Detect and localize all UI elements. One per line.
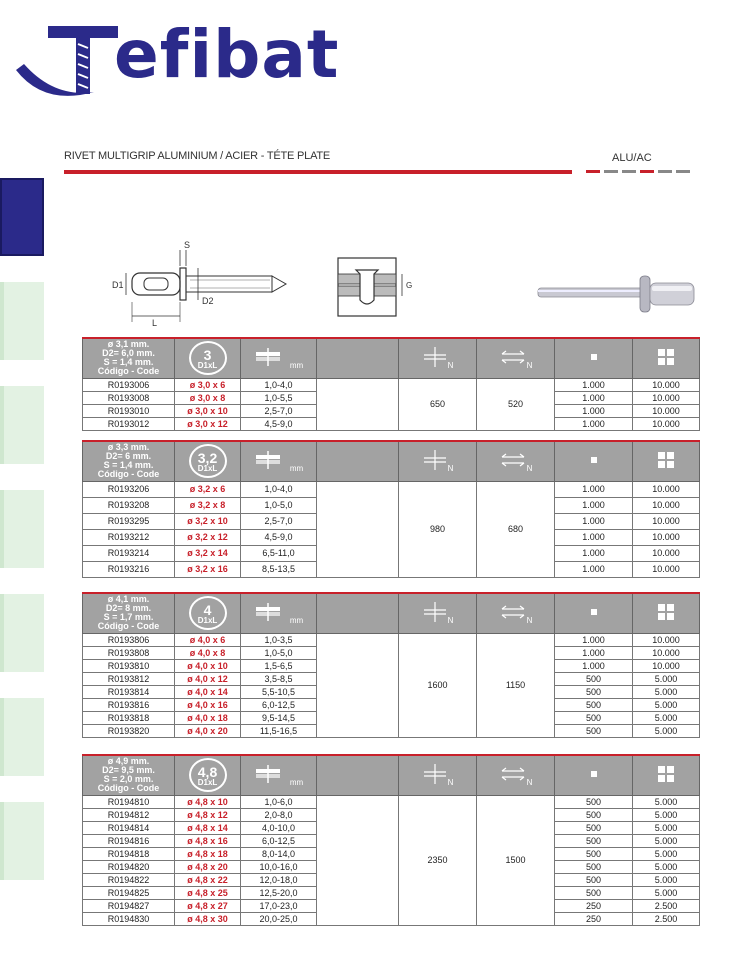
size-value: 4,8 [197,764,218,781]
dimension-cell: ø 3,2 x 16 [175,561,241,577]
shear-force-icon [422,449,448,471]
box-header [555,441,633,481]
tensile-header [477,593,555,633]
tensile-value: 1500 [477,795,555,925]
code-cell: R0193216 [83,561,175,577]
dimension-cell: ø 4,0 x 14 [175,685,241,698]
dimension-cell: ø 3,2 x 14 [175,545,241,561]
label-g: G [406,281,413,290]
spec-line: D2= 8 mm. [105,603,152,614]
empty-header [317,441,399,481]
n-label: N [447,464,454,474]
mm-label: mm [289,464,304,474]
pack-qty-cell: 10.000 [633,561,700,577]
pack-qty-cell: 10.000 [633,529,700,545]
dimension-cell: ø 3,2 x 6 [175,481,241,497]
pack-qty-cell: 5.000 [633,821,700,834]
code-cell: R0193812 [83,672,175,685]
box-qty-cell: 500 [555,672,633,685]
pack-qty-cell: 2.500 [633,912,700,925]
material-rule [604,170,618,173]
n-label: N [526,616,533,626]
pack-qty-cell: 10.000 [633,481,700,497]
spec-cell [83,338,175,378]
spec-lines [85,340,172,376]
spec-line: D2= 9,5 mm. [102,765,155,776]
box-qty-cell: 1.000 [555,404,633,417]
shear-force-icon [422,601,448,623]
side-tab-active[interactable] [0,178,44,256]
code-cell: R0193816 [83,698,175,711]
grip-cell: 6,5-11,0 [241,545,317,561]
dimension-cell: ø 3,0 x 8 [175,391,241,404]
grip-cell: 1,0-5,0 [241,497,317,513]
mm-label: mm [289,616,304,626]
shear-header [399,338,477,378]
label-l: L [152,318,158,328]
brand-logo [14,14,340,100]
grip-cell: 1,0-5,0 [241,646,317,659]
pack-header [633,593,700,633]
code-cell: R0193820 [83,724,175,737]
grip-header [241,441,317,481]
box-qty-cell: 500 [555,834,633,847]
pack-qty-cell: 5.000 [633,847,700,860]
pack-qty-cell: 10.000 [633,391,700,404]
pack-qty-cell: 10.000 [633,404,700,417]
pack-qty-cell: 10.000 [633,646,700,659]
tensile-force-icon [499,763,527,785]
table-row [83,795,700,808]
spec-table-4 [82,592,700,738]
empty-cell [317,795,399,925]
dimension-cell: ø 4,8 x 20 [175,860,241,873]
grip-range-icon [254,601,290,623]
code-cell: R0194822 [83,873,175,886]
grip-cell: 1,0-5,5 [241,391,317,404]
box-qty-cell: 500 [555,711,633,724]
empty-header [317,338,399,378]
pack-qty-cell: 10.000 [633,417,700,430]
code-cell: R0194825 [83,886,175,899]
empty-cell [317,481,399,577]
grip-header [241,755,317,795]
code-cell: R0194816 [83,834,175,847]
code-cell: R0193810 [83,659,175,672]
shear-header [399,441,477,481]
n-label: N [526,361,533,371]
size-badge [189,596,227,630]
box-qty-cell: 500 [555,873,633,886]
single-box-icon [589,769,599,779]
grip-cell: 10,0-16,0 [241,860,317,873]
single-box-icon [589,607,599,617]
dimension-cell: ø 4,8 x 10 [175,795,241,808]
code-cell: R0194830 [83,912,175,925]
mm-label: mm [289,778,304,788]
grip-range-icon [254,763,290,785]
table-header-row [83,755,700,795]
shear-force-icon [422,346,448,368]
pack-qty-cell: 5.000 [633,834,700,847]
pack-qty-cell: 10.000 [633,378,700,391]
side-tab[interactable] [0,594,44,672]
dimension-cell: ø 4,8 x 12 [175,808,241,821]
spec-table-3 [82,337,700,431]
dimension-cell: ø 4,0 x 8 [175,646,241,659]
dimension-cell: ø 3,0 x 10 [175,404,241,417]
multi-box-icon [657,765,675,783]
grip-cell: 1,0-6,0 [241,795,317,808]
spec-cell [83,441,175,481]
code-cell: R0194814 [83,821,175,834]
box-qty-cell: 1.000 [555,481,633,497]
pack-qty-cell: 5.000 [633,711,700,724]
code-cell: R0193818 [83,711,175,724]
spec-lines [85,595,172,631]
spec-line: ø 3,3 mm. [107,442,150,453]
dimension-cell: ø 4,8 x 27 [175,899,241,912]
shear-value: 980 [399,481,477,577]
dimension-cell: ø 3,0 x 6 [175,378,241,391]
empty-header [317,755,399,795]
brand-name: efibat [114,16,340,93]
grip-cell: 9,5-14,5 [241,711,317,724]
table-header-row [83,441,700,481]
shear-header [399,593,477,633]
single-box-icon [589,455,599,465]
pack-qty-cell: 10.000 [633,633,700,646]
spec-line: S = 1,7 mm. [103,612,154,623]
spec-table-4-8 [82,754,700,926]
spec-line: D2= 6 mm. [105,451,152,462]
pack-qty-cell: 5.000 [633,672,700,685]
material-rule [658,170,672,173]
size-cell [175,755,241,795]
code-cell: R0193206 [83,481,175,497]
shear-value: 1600 [399,633,477,737]
empty-cell [317,378,399,430]
grip-cell: 12,0-18,0 [241,873,317,886]
box-qty-cell: 500 [555,821,633,834]
dimension-cell: ø 4,8 x 25 [175,886,241,899]
material-rule [586,170,600,173]
grip-cell: 2,5-7,0 [241,404,317,417]
tensile-force-icon [499,601,527,623]
tensile-value: 680 [477,481,555,577]
pack-header [633,755,700,795]
tensile-header [477,755,555,795]
pack-qty-cell: 10.000 [633,659,700,672]
shear-header [399,755,477,795]
pack-qty-cell: 10.000 [633,545,700,561]
grip-cell: 4,5-9,0 [241,417,317,430]
box-qty-cell: 500 [555,724,633,737]
dimension-cell: ø 4,0 x 6 [175,633,241,646]
pack-header [633,441,700,481]
size-unit: D1xL [197,464,218,474]
side-tab[interactable] [0,282,44,360]
grip-cell: 8,5-13,5 [241,561,317,577]
table-header-row [83,593,700,633]
rivet-installed-drawing [336,256,416,320]
grip-range-icon [254,449,290,471]
tensile-force-icon [499,449,527,471]
dimension-cell: ø 3,2 x 12 [175,529,241,545]
code-cell: R0194812 [83,808,175,821]
pack-qty-cell: 5.000 [633,860,700,873]
box-qty-cell: 1.000 [555,378,633,391]
spec-line: ø 4,9 mm. [107,756,150,767]
grip-cell: 8,0-14,0 [241,847,317,860]
grip-cell: 1,0-3,5 [241,633,317,646]
n-label: N [526,464,533,474]
size-cell [175,338,241,378]
code-cell: R0193214 [83,545,175,561]
multi-box-icon [657,603,675,621]
grip-cell: 3,5-8,5 [241,672,317,685]
mm-label: mm [289,361,304,371]
box-qty-cell: 1.000 [555,561,633,577]
spec-line: ø 3,1 mm. [107,339,150,350]
dimension-cell: ø 4,0 x 12 [175,672,241,685]
pack-qty-cell: 5.000 [633,698,700,711]
size-value: 4 [203,602,212,619]
material-label: ALU/AC [612,152,652,164]
dimension-cell: ø 3,0 x 12 [175,417,241,430]
n-label: N [447,778,454,788]
box-qty-cell: 1.000 [555,633,633,646]
side-tab[interactable] [0,386,44,464]
box-qty-cell: 500 [555,698,633,711]
label-d2: D2 [202,296,214,306]
spec-line: Código - Code [97,621,160,632]
grip-cell: 6,0-12,5 [241,834,317,847]
label-d1: D1 [112,280,124,290]
spec-line: S = 1,4 mm. [103,357,154,368]
title-divider [64,170,572,174]
code-cell: R0193008 [83,391,175,404]
grip-cell: 1,5-6,5 [241,659,317,672]
spec-line: Código - Code [97,469,160,480]
grip-cell: 5,5-10,5 [241,685,317,698]
spec-line: S = 2,0 mm. [103,774,154,785]
pack-qty-cell: 2.500 [633,899,700,912]
box-qty-cell: 500 [555,860,633,873]
code-cell: R0193010 [83,404,175,417]
pack-qty-cell: 5.000 [633,724,700,737]
code-cell: R0193806 [83,633,175,646]
material-rule [622,170,636,173]
pack-header [633,338,700,378]
grip-cell: 20,0-25,0 [241,912,317,925]
dimension-cell: ø 3,2 x 10 [175,513,241,529]
box-qty-cell: 500 [555,808,633,821]
code-cell: R0194818 [83,847,175,860]
size-badge [189,444,227,478]
page-title: RIVET MULTIGRIP ALUMINIUM / ACIER - TÉTE PLATE [64,150,331,162]
dimension-cell: ø 4,0 x 16 [175,698,241,711]
tensile-header [477,441,555,481]
table-row [83,633,700,646]
box-qty-cell: 1.000 [555,513,633,529]
size-cell [175,441,241,481]
shear-value: 2350 [399,795,477,925]
dimension-cell: ø 4,8 x 16 [175,834,241,847]
dimension-cell: ø 3,2 x 8 [175,497,241,513]
box-qty-cell: 1.000 [555,545,633,561]
dimension-cell: ø 4,8 x 14 [175,821,241,834]
code-cell: R0194827 [83,899,175,912]
tensile-header [477,338,555,378]
empty-header [317,593,399,633]
grip-cell: 1,0-4,0 [241,378,317,391]
spec-line: Código - Code [97,366,160,377]
code-cell: R0193295 [83,513,175,529]
grip-cell: 4,0-10,0 [241,821,317,834]
dimension-cell: ø 4,8 x 30 [175,912,241,925]
n-label: N [447,616,454,626]
spec-cell [83,755,175,795]
box-qty-cell: 500 [555,795,633,808]
grip-cell: 2,5-7,0 [241,513,317,529]
box-header [555,755,633,795]
grip-cell: 6,0-12,5 [241,698,317,711]
grip-cell: 17,0-23,0 [241,899,317,912]
table-row [83,481,700,497]
box-qty-cell: 1.000 [555,646,633,659]
box-header [555,338,633,378]
size-unit: D1xL [197,778,218,788]
empty-cell [317,633,399,737]
tensile-force-icon [499,346,527,368]
grip-cell: 1,0-4,0 [241,481,317,497]
tensile-value: 1150 [477,633,555,737]
side-tab[interactable] [0,490,44,568]
tensile-value: 520 [477,378,555,430]
dimension-cell: ø 4,8 x 22 [175,873,241,886]
table-header-row [83,338,700,378]
label-s: S [184,240,191,250]
box-qty-cell: 1.000 [555,391,633,404]
pack-qty-cell: 5.000 [633,685,700,698]
grip-range-icon [254,346,290,368]
pack-qty-cell: 10.000 [633,513,700,529]
n-label: N [526,778,533,788]
size-value: 3 [203,347,212,364]
size-unit: D1xL [197,616,218,626]
box-qty-cell: 1.000 [555,497,633,513]
multi-box-icon [657,451,675,469]
dimension-cell: ø 4,0 x 18 [175,711,241,724]
spec-lines [85,757,172,793]
pack-qty-cell: 5.000 [633,795,700,808]
box-qty-cell: 500 [555,886,633,899]
grip-header [241,338,317,378]
size-badge [189,758,227,792]
dimension-cell: ø 4,0 x 10 [175,659,241,672]
rivet-dimension-drawing [104,240,294,328]
shear-value: 650 [399,378,477,430]
spec-table-3-2 [82,440,700,578]
shear-force-icon [422,763,448,785]
size-badge [189,341,227,375]
code-cell: R0194820 [83,860,175,873]
size-unit: D1xL [197,361,218,371]
dimension-cell: ø 4,8 x 18 [175,847,241,860]
material-rule [676,170,690,173]
spec-line: ø 4,1 mm. [107,594,150,605]
code-cell: R0193006 [83,378,175,391]
single-box-icon [589,352,599,362]
box-qty-cell: 250 [555,899,633,912]
size-value: 3,2 [197,450,218,467]
box-qty-cell: 500 [555,847,633,860]
size-cell [175,593,241,633]
dimension-cell: ø 4,0 x 20 [175,724,241,737]
spec-line: S = 1,4 mm. [103,460,154,471]
box-header [555,593,633,633]
side-tab[interactable] [0,698,44,776]
box-qty-cell: 1.000 [555,659,633,672]
grip-cell: 12,5-20,0 [241,886,317,899]
rivet-photo [534,256,724,336]
grip-cell: 2,0-8,0 [241,808,317,821]
spec-line: Código - Code [97,783,160,794]
code-cell: R0193012 [83,417,175,430]
code-cell: R0193212 [83,529,175,545]
table-row [83,378,700,391]
grip-cell: 11,5-16,5 [241,724,317,737]
code-cell: R0193208 [83,497,175,513]
pack-qty-cell: 5.000 [633,886,700,899]
pack-qty-cell: 5.000 [633,808,700,821]
box-qty-cell: 1.000 [555,529,633,545]
multi-box-icon [657,348,675,366]
box-qty-cell: 1.000 [555,417,633,430]
material-rule [640,170,654,173]
code-cell: R0193808 [83,646,175,659]
pack-qty-cell: 10.000 [633,497,700,513]
spec-cell [83,593,175,633]
box-qty-cell: 500 [555,685,633,698]
grip-header [241,593,317,633]
side-tab[interactable] [0,802,44,880]
n-label: N [447,361,454,371]
pack-qty-cell: 5.000 [633,873,700,886]
code-cell: R0194810 [83,795,175,808]
spec-lines [85,443,172,479]
spec-line: D2= 6,0 mm. [102,348,155,359]
box-qty-cell: 250 [555,912,633,925]
grip-cell: 4,5-9,0 [241,529,317,545]
code-cell: R0193814 [83,685,175,698]
